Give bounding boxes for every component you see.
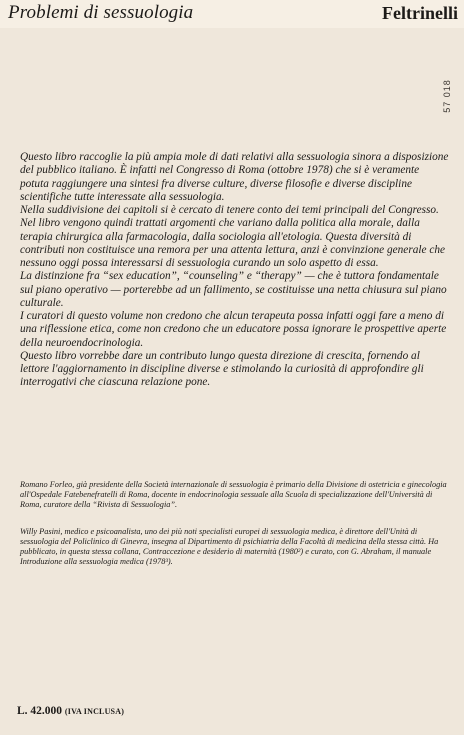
book-blurb xyxy=(20,151,450,390)
author-bio-forleo xyxy=(20,480,450,510)
price-vat-note: (IVA INCLUSA) xyxy=(64,707,125,716)
price-label xyxy=(17,705,124,717)
blurb-paragraph: Questo libro vorrebbe dare un contributo lungo questa direzione di crescita, fornendo al lettore l'aggiornamento in discipline diverse e stimolando la curiosità di approfondire gli interrogativi che ciascuna relazione pone. xyxy=(20,349,424,389)
price-amount: L. 42.000 xyxy=(17,705,63,717)
catalog-code-text: 57 018 xyxy=(442,79,452,113)
series-title: Problemi di sessuologia xyxy=(8,2,194,23)
publisher-name: Feltrinelli xyxy=(382,3,458,23)
author-bio-pasini xyxy=(20,527,450,567)
blurb-paragraph: La distinzione fra “sex education”, “counseling” e “therapy” — che è tuttora fondamentale sul piano operativo — porterebbe ad un fallimento, se costituisse una netta chiusura sul piano culturale. xyxy=(20,270,447,309)
blurb-paragraph: Questo libro raccoglie la più ampia mole di dati relativi alla sessuologia sinora a disposizione del pubblico italiano. È infatti nel Congresso di Roma (ottobre 1978) che si è veramente potuta raggiungere una sintesi fra diverse culture, diverse filosofie e diverse discipline scientifiche tutte interessate alla sessuologia. xyxy=(20,151,449,203)
blurb-paragraph: I curatori di questo volume non credono che alcun terapeuta possa infatti oggi fare a meno di una riflessione etica, come non credono che un educatore possa ignorare le prospettive aperte della neuroendocrinologia. xyxy=(20,310,447,349)
author-bio-text: Romano Forleo, già presidente della Società internazionale di sessuologia è primario della Divisione di ostetricia e ginecologia all'Ospedale Fatebenefratelli di Roma, docente in endocrinologia sessuale alla Scuola di specializzazione dell'Università di Roma, curatore della “Rivista di Sessuologia”. xyxy=(20,480,447,509)
catalog-code xyxy=(439,66,455,126)
author-bio-text: Willy Pasini, medico e psicoanalista, uno dei più noti specialisti europei di sessuologia medica, è direttore dell'Unità di sessuologia del Policlinico di Ginevra, insegna al Dipartimento di psichiatria della Facoltà di medicina della stessa città. Ha pubblicato, in questa stessa collana, Contraccezione e desiderio di maternità (1980²) e curato, con G. Abraham, il manuale Introduzione alla sessuologia medica (1978³). xyxy=(20,527,439,566)
blurb-paragraph: Nella suddivisione dei capitoli si è cercato di tenere conto dei temi principali del Congresso. Nel libro vengono quindi trattati argomenti che variano dalla politica alla morale, dalla terapia chirurgica alla farmacologia, dalla sociologia all'etologia. Questa diversità di contributi non costituisce una remora per una attenta lettura, anzi è convinzione generale che nessuno oggi possa interessarsi di sessuologia curando un solo aspetto di essa. xyxy=(20,204,446,269)
